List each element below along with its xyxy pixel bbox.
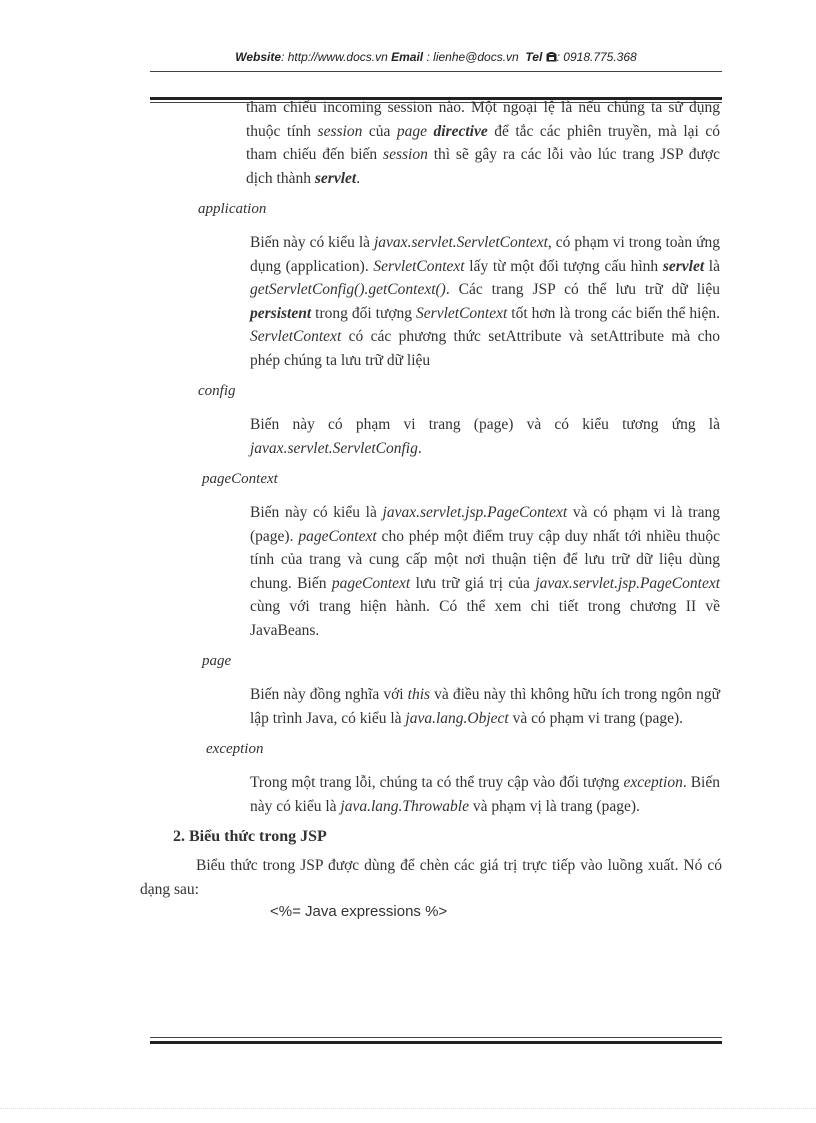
page-content [140,96,725,920]
term-config: config [198,383,236,399]
expression-syntax: <%= Java expressions %> [270,903,448,920]
term-page: page [202,653,232,669]
page-header [150,50,722,64]
exception-paragraph: Trong một trang lỗi, chúng ta có thể truy cập vào đối tượng exception. Biến này có kiểu là java.lang.Throwable và phạm vị là trang (page). [250,774,720,815]
website-label: Website [235,50,282,64]
section-2-title: 2. Biểu thức trong JSP [173,828,327,845]
header-rule [150,71,722,72]
bottom-rule-thick [150,1041,722,1044]
tel-label: Tel [525,50,543,64]
page-paragraph: Biến này đồng nghĩa với this và điều này thì không hữu ích trong ngôn ngữ lập trình Java, có kiểu là java.lang.Object và có phạm vi trang (page). [250,686,720,727]
email-label: Email [391,50,424,64]
term-exception: exception [206,741,264,757]
section-2-paragraph: Biểu thức trong JSP được dùng để chèn các giá trị trực tiếp vào luồng xuất. Nó có dạng sau: [140,857,722,898]
term-pagecontext: pageContext [202,471,278,487]
page-bottom-edge [0,1108,816,1109]
intro-paragraph: tham chiếu incoming session nào. Một ngoại lệ là nếu chúng ta sử dụng thuộc tính session của page directive để tắc các phiên truyền, mà lại có tham chiếu đến biến session thì sẽ gây ra các lỗi vào lúc trang JSP được dịch thành servlet. [246,99,721,187]
email-value: : lienhe@docs.vn [426,50,519,64]
application-paragraph: Biến này có kiểu là javax.servlet.ServletContext, có phạm vi trong toàn ứng dụng (application). ServletContext lấy từ một đối tượng cấu hình servlet là getServletConfig().getContext(). Các trang JSP có thể lưu trữ dữ liệu persistent trong đối tượng ServletContext tốt hơn là trong các biến thể hiện. ServletContext có các phương thức setAttribute và setAttribute mà cho phép chúng ta lưu trữ dữ liệu [250,234,720,369]
term-application: application [198,201,267,217]
website-value: : http://www.docs.vn [281,50,388,64]
phone-icon [546,50,557,64]
bottom-rule-thin [150,1037,722,1038]
pagecontext-paragraph: Biến này có kiểu là javax.servlet.jsp.PageContext và có phạm vi là trang (page). pageContext cho phép một điểm truy cập duy nhất tới nhiều thuộc tính của trang và cung cấp một nơi thuận tiện để lưu trữ dữ liệu dùng chung. Biến pageContext lưu trữ giá trị của javax.servlet.jsp.PageContext cùng với trang hiện hành. Có thể xem chi tiết trong chương II về JavaBeans. [250,504,721,639]
tel-value: : 0918.775.368 [556,50,637,64]
config-paragraph: Biến này có phạm vi trang (page) và có kiểu tương ứng là javax.servlet.ServletConfig. [250,416,720,457]
